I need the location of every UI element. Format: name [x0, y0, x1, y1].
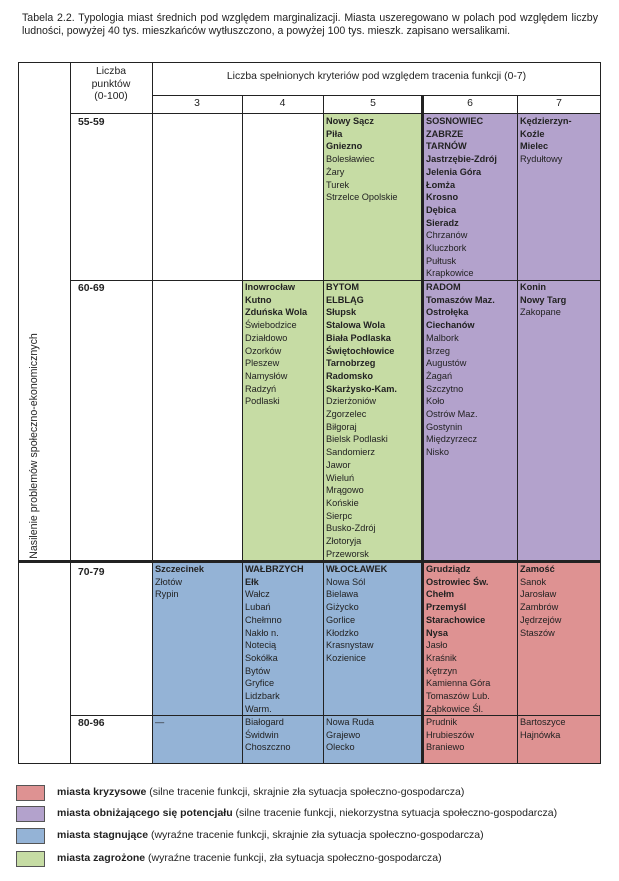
legend-text-crisis [57, 786, 464, 798]
city-name: Krosno [426, 192, 459, 203]
legend-text-declining [57, 807, 557, 819]
legend-swatch-threatened [16, 851, 45, 867]
city-name: Zduńska Wola [245, 307, 308, 318]
cell-70-79-col7 [517, 562, 601, 715]
city-name: Nisko [426, 447, 449, 458]
city-name: Radomsko [326, 370, 373, 381]
side-axis-label: Nasilenie problemów społeczno-ekonomicznych [28, 333, 40, 559]
points-header [70, 66, 152, 104]
city-name: Świebodzice [245, 320, 297, 331]
divider-row-70-80 [70, 715, 601, 716]
city-name: Stalowa Wola [326, 320, 386, 331]
cell-60-69-col4 [242, 280, 323, 562]
city-name: Gryfice [245, 678, 275, 689]
city-name: Gniezno [326, 141, 363, 152]
legend-desc-stagnant: (wyraźne tracenie funkcji, skrajnie zła sytuacja społeczno-gospodarcza) [148, 829, 484, 841]
city-name: Nowy Sącz [326, 116, 374, 126]
city-name: Koźle [520, 128, 545, 139]
cell-55-59-col7 [517, 114, 601, 280]
column-header-5: 5 [370, 98, 376, 109]
city-name: Skarżysko-Kam. [326, 383, 397, 394]
cell-70-79-col4 [242, 562, 323, 715]
city-name: ELBLĄG [326, 294, 364, 305]
city-name: Rypin [155, 589, 179, 600]
criteria-header: Liczba spełnionych kryteriów pod względem tracenia funkcji (0-7) [226, 71, 527, 82]
city-name: Tarnobrzeg [326, 358, 376, 369]
city-name: WAŁBRZYCH [245, 564, 304, 574]
city-name: Prudnik [426, 717, 458, 727]
city-name: Turek [326, 179, 350, 190]
row-label-60-69: 60-69 [78, 283, 105, 294]
cell-80-96-col7 [517, 715, 601, 764]
legend-desc-threatened: (wyraźne tracenie funkcji, zła sytuacja społeczno-gospodarcza) [145, 852, 442, 864]
city-name: Inowrocław [245, 282, 296, 292]
city-name: Zambrów [520, 602, 559, 613]
points-header-line3: (0-100) [94, 91, 128, 102]
city-name: Końskie [326, 497, 359, 508]
city-name: Biała Podlaska [326, 332, 391, 343]
city-name: Kędzierzyn- [520, 116, 572, 126]
legend-term-declining: miasta obniżającego się potencjału [57, 807, 233, 819]
city-name: Braniewo [426, 742, 465, 753]
city-name: RADOM [426, 282, 461, 292]
city-name: Chełm [426, 589, 455, 600]
city-name: Nowa Sól [326, 576, 366, 587]
city-name: Olecko [326, 742, 355, 753]
city-name: Ostrowiec Św. [426, 576, 489, 587]
cell-80-96-col3 [152, 715, 242, 764]
city-name: Kętrzyn [426, 665, 458, 676]
city-name: Sieradz [426, 217, 459, 228]
column-header-7: 7 [556, 98, 562, 109]
border-right [600, 62, 601, 764]
city-name: Lubań [245, 602, 271, 613]
city-name: Słupsk [326, 307, 357, 318]
city-name: Jasło [426, 640, 448, 651]
city-name: Kutno [245, 294, 272, 305]
cell-55-59-col5 [323, 114, 423, 280]
city-name: Kamienna Góra [426, 678, 491, 689]
city-name: Dębica [426, 204, 457, 215]
city-name: TARNÓW [426, 141, 467, 152]
city-name: Nakło n. [245, 627, 279, 638]
legend-term-crisis: miasta kryzysowe [57, 786, 147, 798]
divider-row-60-70-thick [18, 560, 601, 563]
city-name: Świętochłowice [326, 345, 395, 356]
city-name: Bielawa [326, 589, 359, 600]
legend-text-threatened [57, 852, 442, 864]
city-name: Jarosław [520, 589, 557, 600]
legend-desc-declining: (silne tracenie funkcji, niekorzystna sytuacja społeczno-gospodarcza) [232, 807, 558, 819]
divider-col-6-7 [517, 95, 518, 764]
city-name: Bielsk Podlaski [326, 434, 388, 445]
border-bottom [18, 763, 601, 764]
city-name: Dzierżoniów [326, 396, 377, 407]
city-name: Bolesławiec [326, 154, 375, 165]
legend-text-stagnant [57, 829, 484, 841]
cell-70-79-col5 [323, 562, 423, 715]
city-name: Ełk [245, 576, 259, 587]
city-name: Jelenia Góra [426, 166, 482, 177]
city-name: Krasnystaw [326, 640, 374, 651]
city-name: Szczecinek [155, 564, 205, 574]
divider-col-3-4 [242, 95, 243, 764]
cell-70-79-col3 [152, 562, 242, 715]
city-name: Kłodzko [326, 627, 359, 638]
city-name: Kraśnik [426, 652, 457, 663]
city-name: Bartoszyce [520, 717, 566, 727]
city-name: Biłgoraj [326, 421, 357, 432]
city-name: Nowy Targ [520, 294, 567, 305]
city-name: Rydułtowy [520, 154, 563, 165]
city-name: BYTOM [326, 282, 360, 292]
table-caption: Tabela 2.2. Typologia miast średnich pod względem marginalizacji. Miasta uszeregowano w polach pod względem liczby ludności, powyżej 40 tys. mieszkańców wytłuszczono, a powyżej 100 tys. mieszk. zapisano wersalikami. [22, 12, 598, 38]
city-name: Nowa Ruda [326, 717, 375, 727]
city-name: Malbork [426, 332, 459, 343]
city-name: Krapkowice [426, 268, 474, 279]
city-name: Bytów [245, 665, 271, 676]
divider-label-col [70, 62, 71, 764]
legend-swatch-crisis [16, 785, 45, 801]
city-name: Przeworsk [326, 548, 369, 559]
city-name: Strzelce Opolskie [326, 192, 398, 203]
city-name: Żary [326, 166, 345, 177]
city-name: Białogard [245, 717, 284, 727]
cell-60-69-col6 [423, 280, 517, 562]
city-name: Przemyśl [426, 602, 467, 613]
city-name: Kozienice [326, 652, 366, 663]
legend-swatch-stagnant [16, 828, 45, 844]
city-name: Sanok [520, 576, 547, 587]
city-name: Złotów [155, 576, 183, 587]
cell-80-96-col4 [242, 715, 323, 764]
city-name: Grudziądz [426, 564, 471, 574]
city-name: Busko-Zdrój [326, 523, 376, 534]
city-name: Ciechanów [426, 320, 475, 331]
city-name: Brzeg [426, 345, 451, 356]
city-name: Augustów [426, 358, 467, 369]
city-name: Lidzbark [245, 691, 280, 702]
border-left [18, 62, 19, 764]
city-name: Hrubieszów [426, 729, 474, 740]
city-name: Żagań [426, 370, 453, 381]
legend-desc-crisis: (silne tracenie funkcji, skrajnie zła sytuacja społeczno-gospodarcza) [146, 786, 465, 798]
city-name: Zakopane [520, 307, 561, 318]
city-name: Konin [520, 282, 547, 292]
city-name: Gorlice [326, 614, 356, 625]
city-name: Szczytno [426, 383, 464, 394]
column-header-3: 3 [194, 98, 200, 109]
city-name: Tomaszów Maz. [426, 294, 495, 305]
border-top [18, 62, 601, 63]
cell-55-59-col6 [423, 114, 517, 280]
city-name: Grajewo [326, 729, 361, 740]
city-name: Pleszew [245, 358, 280, 369]
cell-80-96-col5 [323, 715, 423, 764]
row-label-80-96: 80-96 [78, 718, 105, 729]
divider-row-55-60 [70, 280, 601, 281]
city-name: Hajnówka [520, 729, 561, 740]
city-name: — [155, 717, 165, 727]
city-name: Złotoryja [326, 536, 362, 547]
city-name: Choszczno [245, 742, 291, 753]
city-name: Sokółka [245, 652, 278, 663]
points-header-line2: punktów [91, 78, 131, 90]
divider-col-5-6-thick [421, 95, 424, 764]
city-name: Chełmno [245, 614, 282, 625]
city-name: Jawor [326, 459, 351, 470]
legend-term-stagnant: miasta stagnujące [57, 829, 149, 841]
city-name: Koło [426, 396, 445, 407]
points-header-line1: Liczba [95, 66, 127, 77]
city-name: Piła [326, 128, 343, 139]
legend-swatch-declining [16, 806, 45, 822]
divider-header-body [70, 113, 601, 114]
column-header-4: 4 [279, 98, 286, 109]
column-header-6: 6 [467, 98, 473, 109]
legend-term-threatened: miasta zagrożone [57, 852, 146, 864]
city-name: Jędrzejów [520, 614, 562, 625]
city-name: Międzyrzecz [426, 434, 478, 445]
city-name: Zamość [520, 564, 555, 574]
city-name: Nysa [426, 627, 448, 638]
city-name: Tomaszów Lub. [426, 691, 490, 702]
city-name: Jastrzębie-Zdrój [426, 154, 497, 165]
city-name: Działdowo [245, 332, 288, 343]
city-name: Chrzanów [426, 230, 468, 241]
city-name: WŁOCŁAWEK [326, 564, 388, 574]
city-name: Ząbkowice Śl. [426, 703, 484, 714]
city-name: Zgorzelec [326, 409, 367, 420]
city-name: ZABRZE [426, 128, 464, 139]
city-name: Łomża [426, 179, 456, 190]
city-name: Ozorków [245, 345, 282, 356]
typology-table [18, 62, 601, 764]
city-name: Staszów [520, 627, 555, 638]
city-name: Notecią [245, 640, 277, 651]
divider-criteria-header [152, 95, 601, 96]
divider-col-4-5 [323, 95, 324, 764]
city-name: Pułtusk [426, 255, 457, 266]
cell-70-79-col6 [423, 562, 517, 715]
city-name: Świdwin [245, 729, 279, 740]
city-name: Warm. [245, 703, 272, 714]
city-name: Giżycko [326, 602, 359, 613]
city-name: Podlaski [245, 396, 280, 407]
city-name: Ostrołęka [426, 307, 469, 318]
cell-60-69-col5 [323, 280, 423, 562]
city-name: Mielec [520, 141, 549, 152]
city-name: Ostrów Maz. [426, 409, 478, 420]
cell-80-96-col6 [423, 715, 517, 764]
cell-60-69-col7 [517, 280, 601, 562]
city-name: Namysłów [245, 370, 288, 381]
city-name: Kluczbork [426, 243, 467, 254]
city-name: Sierpc [326, 510, 353, 521]
city-name: SOSNOWIEC [426, 116, 484, 126]
city-name: Mrągowo [326, 485, 364, 496]
city-name: Radzyń [245, 383, 277, 394]
city-name: Wałcz [245, 589, 270, 600]
row-label-70-79: 70-79 [78, 567, 105, 578]
city-name: Starachowice [426, 614, 486, 625]
row-label-55-59: 55-59 [78, 117, 105, 128]
divider-points-col [152, 62, 153, 764]
city-name: Wieluń [326, 472, 355, 483]
city-name: Gostynin [426, 421, 463, 432]
city-name: Sandomierz [326, 447, 376, 458]
